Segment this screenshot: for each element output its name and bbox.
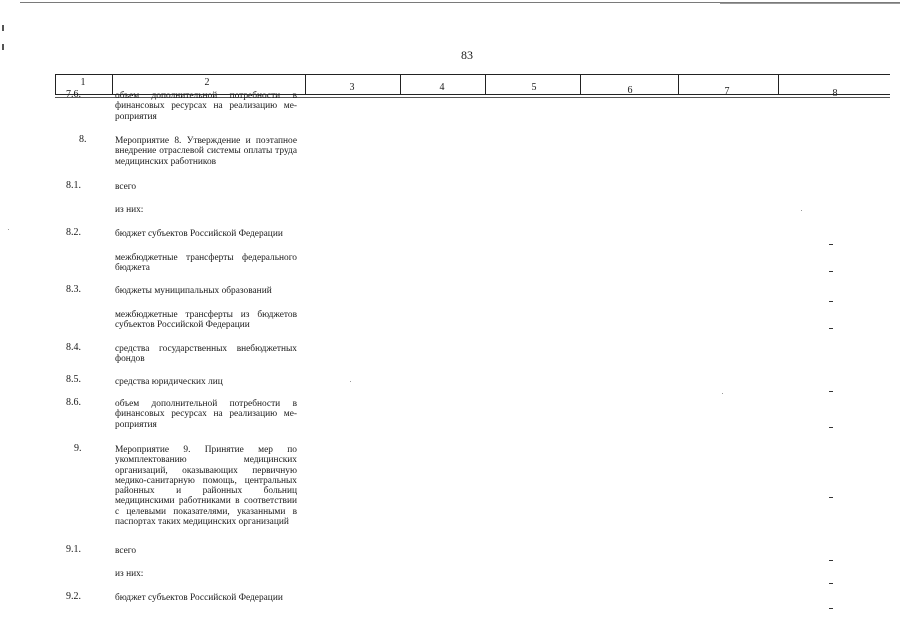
row-text: средства государственных внебюджетных фондов — [115, 344, 297, 365]
column-header-1: 1 — [80, 77, 86, 88]
row-text: бюджет субъектов Российской Федерации — [115, 229, 283, 239]
column-header-4: 4 — [439, 82, 445, 93]
column8-dash-mark — [829, 608, 833, 609]
margin-mark — [2, 44, 4, 50]
header-top-rule — [55, 74, 890, 75]
row-text: всего — [115, 182, 137, 192]
column-header-2: 2 — [204, 77, 210, 88]
margin-mark — [2, 25, 4, 31]
column-separator — [678, 74, 679, 95]
row-number: 8.5. — [66, 374, 81, 385]
row-text: Мероприятие 9. Принятие мер по укомплектованию медицинских организаций, оказывающих первичную медико-санитарную помощь, центральных районных и районных больниц медицинскими работниками в соответствии с целевыми показателями, указанными в паспортах таких медицинских организаций — [115, 445, 297, 528]
column-separator — [778, 74, 779, 95]
column-separator — [305, 74, 306, 95]
column-header-7: 7 — [724, 86, 730, 97]
row-number: 7.6. — [66, 89, 81, 100]
row-number: 8.2. — [66, 227, 81, 238]
row-number: 8.6. — [66, 397, 81, 408]
column8-dash-mark — [829, 391, 833, 392]
scan-speck — [350, 381, 351, 382]
column8-dash-mark — [829, 271, 833, 272]
scan-speck — [8, 229, 9, 230]
column8-dash-mark — [829, 244, 833, 245]
column-separator — [580, 74, 581, 95]
row-text: из них: — [115, 569, 144, 579]
column-header-6: 6 — [627, 85, 633, 96]
row-text: бюджеты муниципальных образований — [115, 286, 272, 296]
row-number: 9.1. — [66, 544, 81, 555]
column8-dash-mark — [829, 328, 833, 329]
column-header-8: 8 — [832, 88, 838, 99]
row-text: Мероприятие 8. Утверждение и поэтапное внедрение отраслевой системы оплаты труда медицинских работников — [115, 136, 297, 167]
row-text: межбюджетные трансферты федерального бюджета — [115, 253, 297, 274]
column-separator — [400, 74, 401, 95]
column-header-3: 3 — [349, 82, 355, 93]
page-number: 83 — [461, 48, 473, 62]
row-number: 8.3. — [66, 284, 81, 295]
scan-speck — [801, 210, 802, 211]
row-text: объем дополнительной потребности в финансовых ресурсах на реализацию ме-роприятия — [115, 399, 297, 430]
column-separator — [55, 74, 56, 95]
row-text: средства юридических лиц — [115, 377, 223, 387]
row-number: 8.4. — [66, 342, 81, 353]
column-header-5: 5 — [531, 82, 537, 93]
row-text: межбюджетные трансферты из бюджетов субъектов Российской Федерации — [115, 310, 297, 331]
column8-dash-mark — [829, 427, 833, 428]
row-number: 8. — [79, 134, 87, 145]
column8-dash-mark — [829, 301, 833, 302]
row-text: всего — [115, 546, 137, 556]
row-number: 8.1. — [66, 180, 81, 191]
scan-speck — [722, 393, 723, 394]
row-number: 9. — [74, 443, 82, 454]
column-separator — [485, 74, 486, 95]
column-separator — [112, 74, 113, 95]
top-border-line-secondary — [720, 3, 900, 4]
row-text: бюджет субъектов Российской Федерации — [115, 593, 283, 603]
row-text: из них: — [115, 205, 144, 215]
column8-dash-mark — [829, 497, 833, 498]
column8-dash-mark — [829, 583, 833, 584]
row-number: 9.2. — [66, 591, 81, 602]
column8-dash-mark — [829, 560, 833, 561]
row-text: объем дополнительной потребности в финансовых ресурсах на реализацию ме-роприятия — [115, 91, 297, 122]
